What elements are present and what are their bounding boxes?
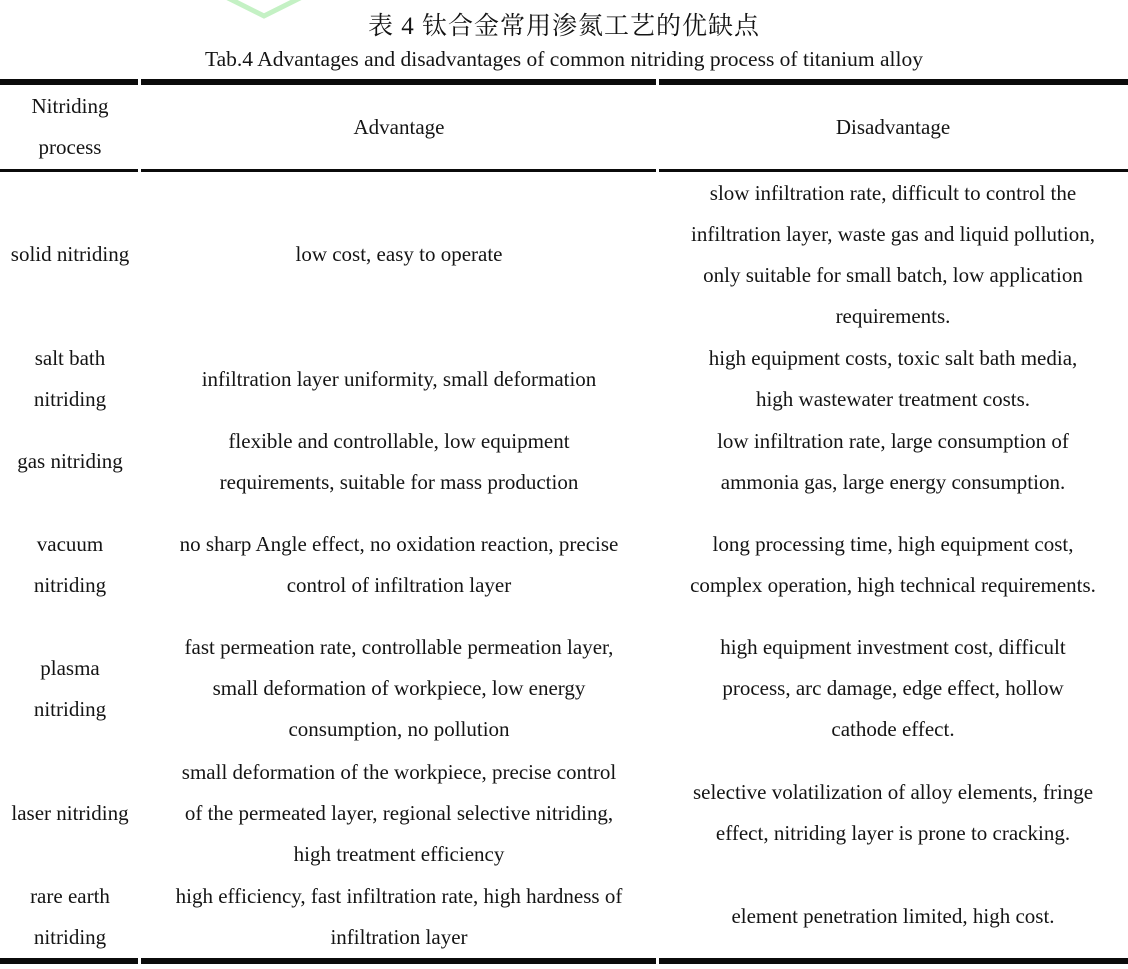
disadvantage-cell: selective volatilization of alloy elements, fringe effect, nitriding layer is prone to cracking.	[692, 780, 1094, 845]
process-cell: salt bath nitriding	[33, 346, 107, 411]
disadvantage-cell: low infiltration rate, large consumption of ammonia gas, large energy consumption.	[717, 428, 1069, 494]
advantage-cell: fast permeation rate, controllable permeation layer, small deformation of workpiece, low energy consumption, no pollution	[184, 635, 614, 741]
header-nitriding-process: Nitriding process	[31, 94, 109, 159]
advantage-cell: flexible and controllable, low equipment requirements, suitable for mass production	[219, 428, 579, 494]
table-bottom-rule	[0, 958, 1128, 964]
process-cell: plasma nitriding	[33, 655, 107, 721]
process-cell: solid nitriding	[10, 242, 130, 266]
table-row-vacuum-nitriding	[0, 503, 1128, 627]
table-row-salt-bath-nitriding	[0, 338, 1128, 421]
process-cell: laser nitriding	[11, 800, 129, 825]
disadvantage-cell: element penetration limited, high cost.	[731, 904, 1055, 928]
table-header-row	[0, 85, 1128, 169]
table-row-solid-nitriding	[0, 172, 1128, 338]
advantage-cell: small deformation of the workpiece, precise control of the permeated layer, regional selective nitriding, high treatment efficiency	[181, 759, 617, 866]
rule-segment	[141, 958, 656, 964]
rule-segment	[659, 958, 1128, 964]
disadvantage-cell: high equipment costs, toxic salt bath media, high wastewater treatment costs.	[708, 346, 1078, 411]
table-row-laser-nitriding	[0, 751, 1128, 876]
header-advantage: Advantage	[353, 114, 445, 139]
advantage-cell: no sharp Angle effect, no oxidation reaction, precise control of infiltration layer	[179, 531, 619, 597]
table-row-gas-nitriding	[0, 421, 1128, 503]
process-cell: vacuum nitriding	[33, 531, 107, 597]
advantage-cell: high efficiency, fast infiltration rate, high hardness of infiltration layer	[175, 883, 623, 949]
disadvantage-cell: high equipment investment cost, difficult process, arc damage, edge effect, hollow cathode effect.	[720, 635, 1066, 741]
header-disadvantage: Disadvantage	[835, 114, 951, 139]
table-caption-en: Tab.4 Advantages and disadvantages of common nitriding process of titanium alloy	[205, 47, 923, 71]
disadvantage-cell: slow infiltration rate, difficult to control the infiltration layer, waste gas and liquid pollution, only suitable for small batch, low application requirements.	[691, 180, 1095, 328]
disadvantage-cell: long processing time, high equipment cost, complex operation, high technical requirements.	[690, 531, 1096, 597]
table-row-rare-earth-nitriding	[0, 876, 1128, 958]
process-cell: rare earth nitriding	[30, 883, 110, 949]
table-row-plasma-nitriding	[0, 627, 1128, 751]
advantage-cell: low cost, easy to operate	[295, 242, 503, 266]
process-cell: gas nitriding	[17, 449, 123, 473]
nitriding-process-table	[0, 79, 1128, 964]
table-caption-zh: 表 4 钛合金常用渗氮工艺的优缺点	[367, 13, 760, 40]
rule-segment	[0, 958, 138, 964]
advantage-cell: infiltration layer uniformity, small deformation	[201, 366, 597, 391]
